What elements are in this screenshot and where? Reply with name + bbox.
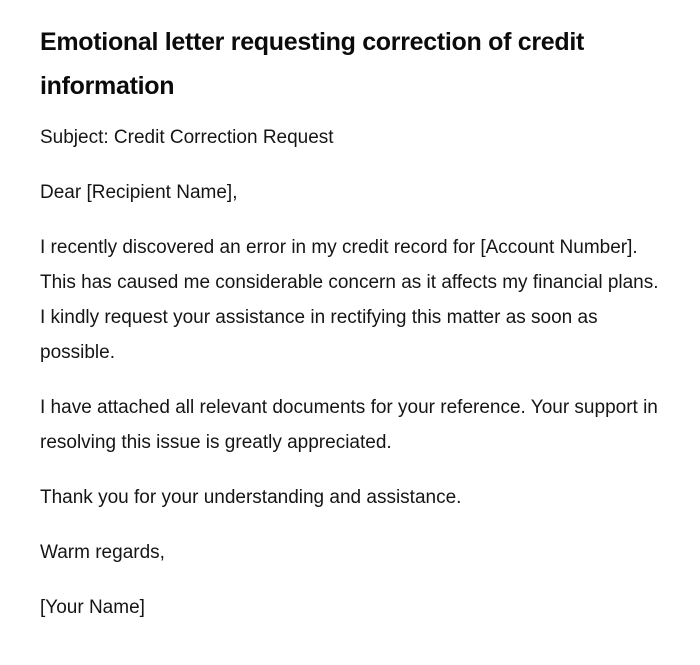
salutation: Dear [Recipient Name],: [40, 182, 238, 203]
document-title: Emotional letter requesting correction of credit information: [40, 28, 585, 100]
body-paragraph: I have attached all relevant documents for your reference. Your support in resolving this issue is greatly appreciated.: [40, 397, 658, 453]
body-paragraph: I recently discovered an error in my credit record for [Account Number]. This has caused me considerable concern as it affects my financial plans. I kindly request your assistance in rectifying this matter as soon as possible.: [40, 237, 659, 363]
letter-document: [40, 20, 660, 645]
closing: Warm regards,: [40, 542, 165, 563]
body-paragraph: Thank you for your understanding and assistance.: [40, 487, 462, 508]
signature: [Your Name]: [40, 597, 145, 618]
subject-line: Subject: Credit Correction Request: [40, 127, 334, 148]
